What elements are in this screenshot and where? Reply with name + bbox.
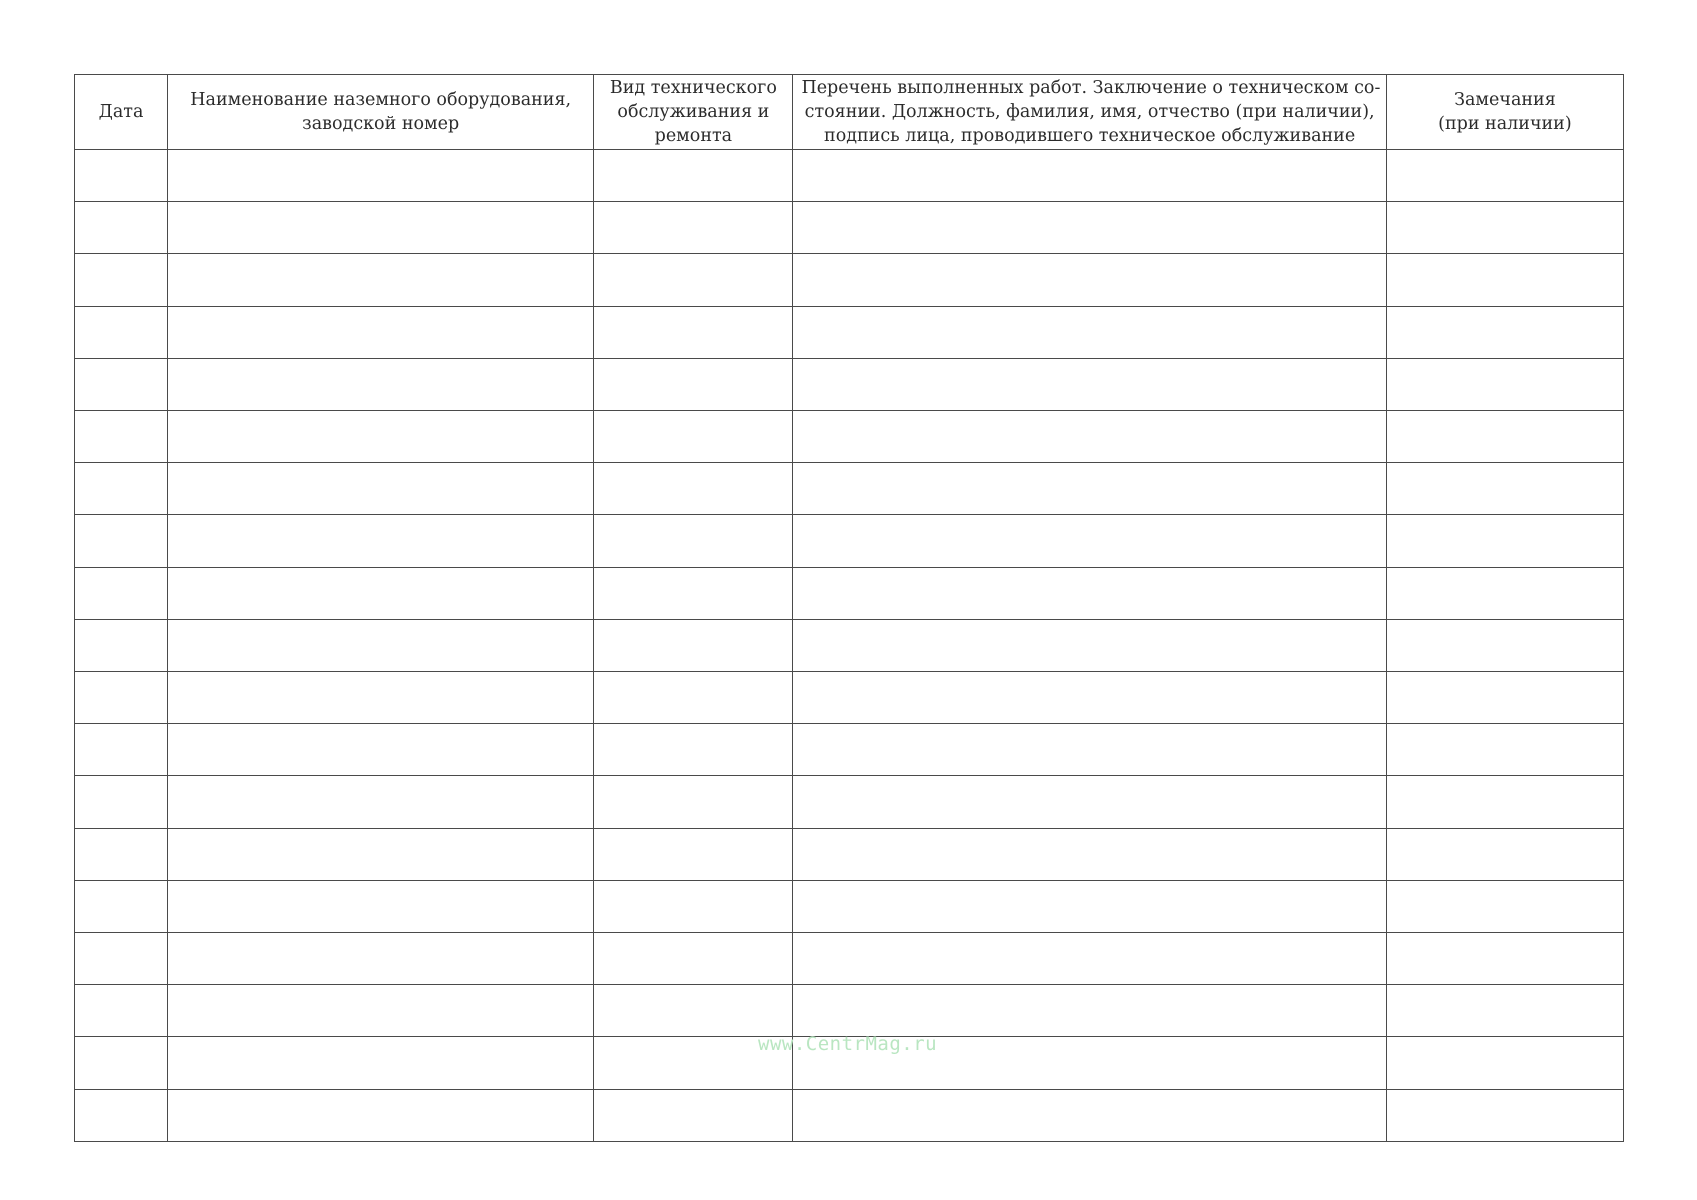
table-cell-equipment[interactable] <box>168 306 594 358</box>
table-cell-works[interactable] <box>793 724 1386 776</box>
table-cell-date[interactable] <box>75 880 168 932</box>
table-body <box>75 150 1624 1142</box>
header-date-line-1: Дата <box>98 102 144 122</box>
table-cell-notes[interactable] <box>1386 567 1623 619</box>
table-row <box>75 985 1624 1037</box>
table-cell-date[interactable] <box>75 150 168 202</box>
table-cell-service-type[interactable] <box>594 724 793 776</box>
table-row <box>75 619 1624 671</box>
table-cell-date[interactable] <box>75 254 168 306</box>
table-cell-service-type[interactable] <box>594 358 793 410</box>
table-cell-works[interactable] <box>793 619 1386 671</box>
table-cell-works[interactable] <box>793 933 1386 985</box>
table-cell-service-type[interactable] <box>594 254 793 306</box>
table-cell-works[interactable] <box>793 776 1386 828</box>
table-cell-notes[interactable] <box>1386 619 1623 671</box>
table-cell-equipment[interactable] <box>168 880 594 932</box>
table-cell-service-type[interactable] <box>594 985 793 1037</box>
table-row <box>75 880 1624 932</box>
table-cell-notes[interactable] <box>1386 933 1623 985</box>
table-cell-date[interactable] <box>75 358 168 410</box>
table-cell-service-type[interactable] <box>594 1089 793 1141</box>
table-cell-date[interactable] <box>75 933 168 985</box>
table-cell-date[interactable] <box>75 463 168 515</box>
table-cell-date[interactable] <box>75 985 168 1037</box>
table-cell-notes[interactable] <box>1386 358 1623 410</box>
header-equipment-line-1: Наименование наземного оборудования, <box>190 90 572 110</box>
table-row <box>75 306 1624 358</box>
table-cell-equipment[interactable] <box>168 254 594 306</box>
table-cell-notes[interactable] <box>1386 202 1623 254</box>
header-notes-line-2: (при наличии) <box>1438 114 1572 134</box>
table-cell-works[interactable] <box>793 985 1386 1037</box>
table-row <box>75 463 1624 515</box>
header-works-line-2: стоянии. Должность, фамилия, имя, отчество (при наличии), <box>804 102 1375 122</box>
table-cell-date[interactable] <box>75 411 168 463</box>
table-cell-equipment[interactable] <box>168 1037 594 1089</box>
table-cell-equipment[interactable] <box>168 463 594 515</box>
table-cell-equipment[interactable] <box>168 933 594 985</box>
watermark: www.CentrMag.ru <box>758 1033 938 1055</box>
table-cell-date[interactable] <box>75 567 168 619</box>
table-row <box>75 411 1624 463</box>
table-cell-works[interactable] <box>793 567 1386 619</box>
table-cell-service-type[interactable] <box>594 619 793 671</box>
table-cell-works[interactable] <box>793 828 1386 880</box>
table-row <box>75 202 1624 254</box>
table-cell-equipment[interactable] <box>168 724 594 776</box>
table-cell-notes[interactable] <box>1386 776 1623 828</box>
table-cell-notes[interactable] <box>1386 463 1623 515</box>
header-works-line-1: Перечень выполненных работ. Заключение о техническом со- <box>801 78 1381 98</box>
table-cell-notes[interactable] <box>1386 1037 1623 1089</box>
table-cell-notes[interactable] <box>1386 880 1623 932</box>
table-cell-equipment[interactable] <box>168 1089 594 1141</box>
table-cell-works[interactable] <box>793 150 1386 202</box>
table-cell-service-type[interactable] <box>594 306 793 358</box>
table-cell-works[interactable] <box>793 463 1386 515</box>
table-cell-notes[interactable] <box>1386 515 1623 567</box>
table-row <box>75 828 1624 880</box>
table-cell-notes[interactable] <box>1386 1089 1623 1141</box>
header-works-line-3: подпись лица, проводившего техническое обслуживание <box>824 126 1356 146</box>
table-cell-works[interactable] <box>793 411 1386 463</box>
header-service-type-line-1: Вид технического <box>609 78 777 98</box>
table-cell-date[interactable] <box>75 776 168 828</box>
table-cell-notes[interactable] <box>1386 985 1623 1037</box>
table-cell-service-type[interactable] <box>594 463 793 515</box>
table-cell-notes[interactable] <box>1386 828 1623 880</box>
header-equipment-line-2: заводской номер <box>302 114 460 134</box>
header-row <box>75 75 1624 150</box>
table-cell-equipment[interactable] <box>168 619 594 671</box>
table-cell-works[interactable] <box>793 254 1386 306</box>
table-cell-date[interactable] <box>75 1089 168 1141</box>
table-cell-equipment[interactable] <box>168 202 594 254</box>
header-service-type-line-3: ремонта <box>654 126 733 146</box>
table-cell-service-type[interactable] <box>594 567 793 619</box>
table-row <box>75 567 1624 619</box>
table-cell-service-type[interactable] <box>594 150 793 202</box>
table-cell-date[interactable] <box>75 724 168 776</box>
table-cell-date[interactable] <box>75 515 168 567</box>
table-cell-date[interactable] <box>75 672 168 724</box>
table-cell-notes[interactable] <box>1386 150 1623 202</box>
table-cell-service-type[interactable] <box>594 411 793 463</box>
table-cell-service-type[interactable] <box>594 933 793 985</box>
table-row <box>75 933 1624 985</box>
table-cell-equipment[interactable] <box>168 672 594 724</box>
table-cell-equipment[interactable] <box>168 776 594 828</box>
table-cell-works[interactable] <box>793 358 1386 410</box>
table-cell-service-type[interactable] <box>594 828 793 880</box>
table-cell-notes[interactable] <box>1386 724 1623 776</box>
table-cell-notes[interactable] <box>1386 254 1623 306</box>
table-cell-notes[interactable] <box>1386 306 1623 358</box>
table-cell-equipment[interactable] <box>168 515 594 567</box>
table-row <box>75 515 1624 567</box>
table-cell-works[interactable] <box>793 672 1386 724</box>
table-cell-equipment[interactable] <box>168 150 594 202</box>
header-date <box>75 75 168 150</box>
table-row <box>75 150 1624 202</box>
table-cell-service-type[interactable] <box>594 515 793 567</box>
maintenance-log-table <box>74 74 1624 1142</box>
table-cell-service-type[interactable] <box>594 202 793 254</box>
header-equipment <box>168 75 594 150</box>
table-cell-notes[interactable] <box>1386 672 1623 724</box>
header-service-type-line-2: обслуживания и <box>617 102 770 122</box>
table-cell-service-type[interactable] <box>594 672 793 724</box>
table-cell-date[interactable] <box>75 202 168 254</box>
table-cell-works[interactable] <box>793 1089 1386 1141</box>
table-cell-equipment[interactable] <box>168 567 594 619</box>
table-cell-date[interactable] <box>75 306 168 358</box>
header-works <box>793 75 1386 150</box>
header-service-type <box>594 75 793 150</box>
table-cell-equipment[interactable] <box>168 358 594 410</box>
table-cell-works[interactable] <box>793 202 1386 254</box>
table-row <box>75 776 1624 828</box>
table-row <box>75 358 1624 410</box>
header-notes <box>1386 75 1623 150</box>
table-cell-equipment[interactable] <box>168 828 594 880</box>
table-cell-works[interactable] <box>793 880 1386 932</box>
table-cell-date[interactable] <box>75 619 168 671</box>
table-cell-date[interactable] <box>75 828 168 880</box>
table-cell-equipment[interactable] <box>168 411 594 463</box>
table-cell-date[interactable] <box>75 1037 168 1089</box>
table-row <box>75 724 1624 776</box>
table-cell-works[interactable] <box>793 306 1386 358</box>
table-row <box>75 1089 1624 1141</box>
table-row <box>75 672 1624 724</box>
table-cell-service-type[interactable] <box>594 776 793 828</box>
table-cell-notes[interactable] <box>1386 411 1623 463</box>
table-cell-service-type[interactable] <box>594 880 793 932</box>
header-notes-line-1: Замечания <box>1454 90 1556 110</box>
table-row <box>75 254 1624 306</box>
table-cell-works[interactable] <box>793 515 1386 567</box>
table-cell-equipment[interactable] <box>168 985 594 1037</box>
